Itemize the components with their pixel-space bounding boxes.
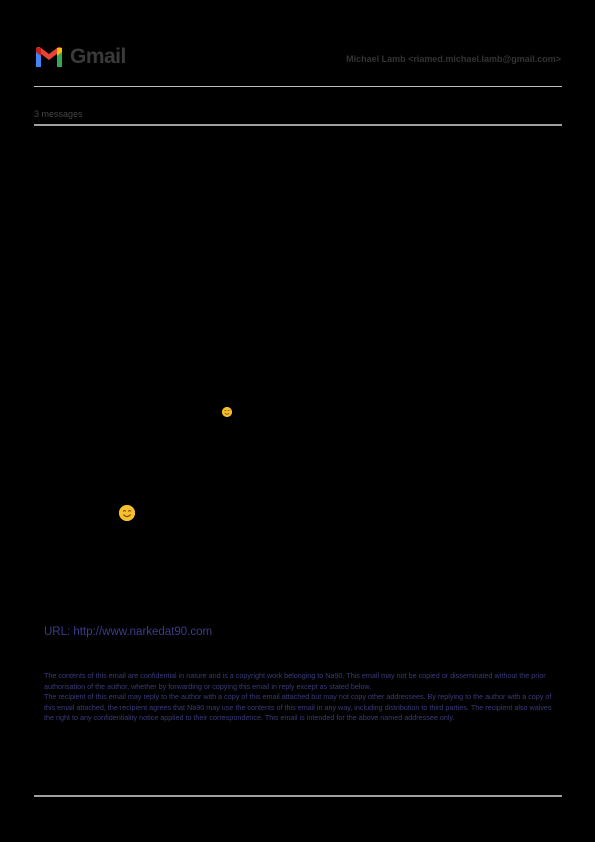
gmail-m-icon — [34, 46, 64, 69]
smiling-face-emoji-icon — [119, 505, 135, 521]
gmail-logo — [34, 45, 126, 69]
header-divider — [34, 86, 562, 87]
disclaimer-paragraph: The contents of this email are confidential in nature and is a copyright work belonging to Na90. This email may not be copied or disseminated without the prior authorisation of the author, whether by forwarding or copying this email in reply except as stated below. — [44, 671, 546, 691]
confidentiality-disclaimer — [44, 671, 556, 724]
website-url — [44, 626, 212, 638]
message-count: 3 messages — [34, 109, 83, 119]
url-label: URL: — [44, 626, 74, 638]
email-print-page — [24, 24, 572, 830]
gmail-logo-text: Gmail — [70, 45, 126, 68]
url-link[interactable]: http://www.narkedat90.com — [73, 626, 213, 638]
sender-address: Michael Lamb <riamed.michael.lamb@gmail.com> — [346, 54, 561, 64]
footer-divider — [34, 795, 562, 797]
thread-divider — [34, 124, 562, 126]
disclaimer-paragraph: The recipient of this email may reply to the author with a copy of this email attached but may not copy other addressees. By replying to the author with a copy of this email attached, the recipient agrees that Na90 may use the contents of this email in any way, including distribution to third parties. The recipient also waives the right to any confidentiality notice applied to their correspondence. This email is intended for the above named addressee only. — [44, 692, 552, 723]
smiling-face-emoji-icon — [222, 407, 232, 417]
